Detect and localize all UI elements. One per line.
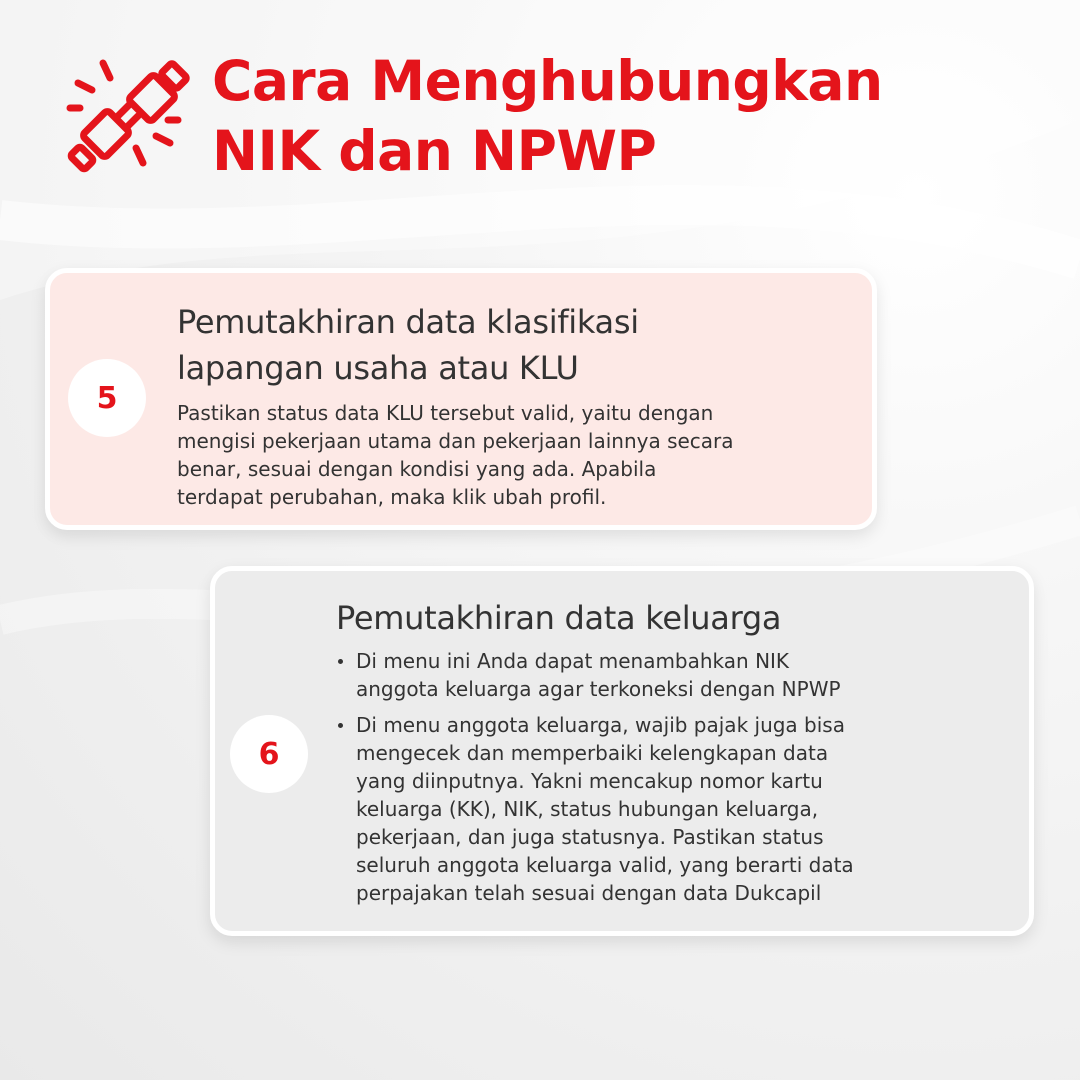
list-item: [336, 711, 1026, 907]
step-card-6: [210, 566, 1034, 936]
step-title: Pemutakhiran data keluarga: [336, 599, 782, 637]
step-card-5: [45, 268, 877, 530]
step-title-line: Pemutakhiran data klasifikasi: [177, 303, 639, 341]
list-item-line: Di menu anggota keluarga, wajib pajak juga bisa: [356, 713, 845, 737]
list-item-line: yang diinputnya. Yakni mencakup nomor kartu: [356, 769, 823, 793]
bullet-dot-icon: [338, 723, 343, 728]
list-item-line: anggota keluarga agar terkoneksi dengan NPWP: [356, 677, 841, 701]
list-item-line: seluruh anggota keluarga valid, yang berarti data: [356, 853, 854, 877]
step-title: [177, 299, 867, 391]
step-description: [177, 399, 877, 511]
description-line: Pastikan status data KLU tersebut valid, yaitu dengan: [177, 401, 714, 425]
plug-disconnected-icon: [48, 38, 198, 188]
list-item-text: [356, 647, 1026, 703]
header: [40, 38, 1040, 198]
step-title-line: lapangan usaha atau KLU: [177, 349, 579, 387]
list-item-line: Di menu ini Anda dapat menambahkan NIK: [356, 649, 790, 673]
description-line: terdapat perubahan, maka klik ubah profil.: [177, 485, 607, 509]
list-item: [336, 647, 1026, 703]
list-item-line: perpajakan telah sesuai dengan data Dukcapil: [356, 881, 822, 905]
title-line-1: Cara Menghubungkan: [212, 49, 883, 113]
list-item-text: [356, 711, 1026, 907]
list-item-line: pekerjaan, dan juga statusnya. Pastikan status: [356, 825, 824, 849]
title-line-2: NIK dan NPWP: [212, 119, 657, 183]
step-number-badge: 5: [68, 359, 146, 437]
list-item-line: mengecek dan memperbaiki kelengkapan data: [356, 741, 829, 765]
bullet-dot-icon: [338, 659, 343, 664]
description-line: mengisi pekerjaan utama dan pekerjaan lainnya secara: [177, 429, 734, 453]
description-line: benar, sesuai dengan kondisi yang ada. Apabila: [177, 457, 657, 481]
bullet-list: [336, 647, 1026, 915]
list-item-line: keluarga (KK), NIK, status hubungan keluarga,: [356, 797, 819, 821]
step-number-badge: 6: [230, 715, 308, 793]
page-title: [212, 46, 883, 186]
